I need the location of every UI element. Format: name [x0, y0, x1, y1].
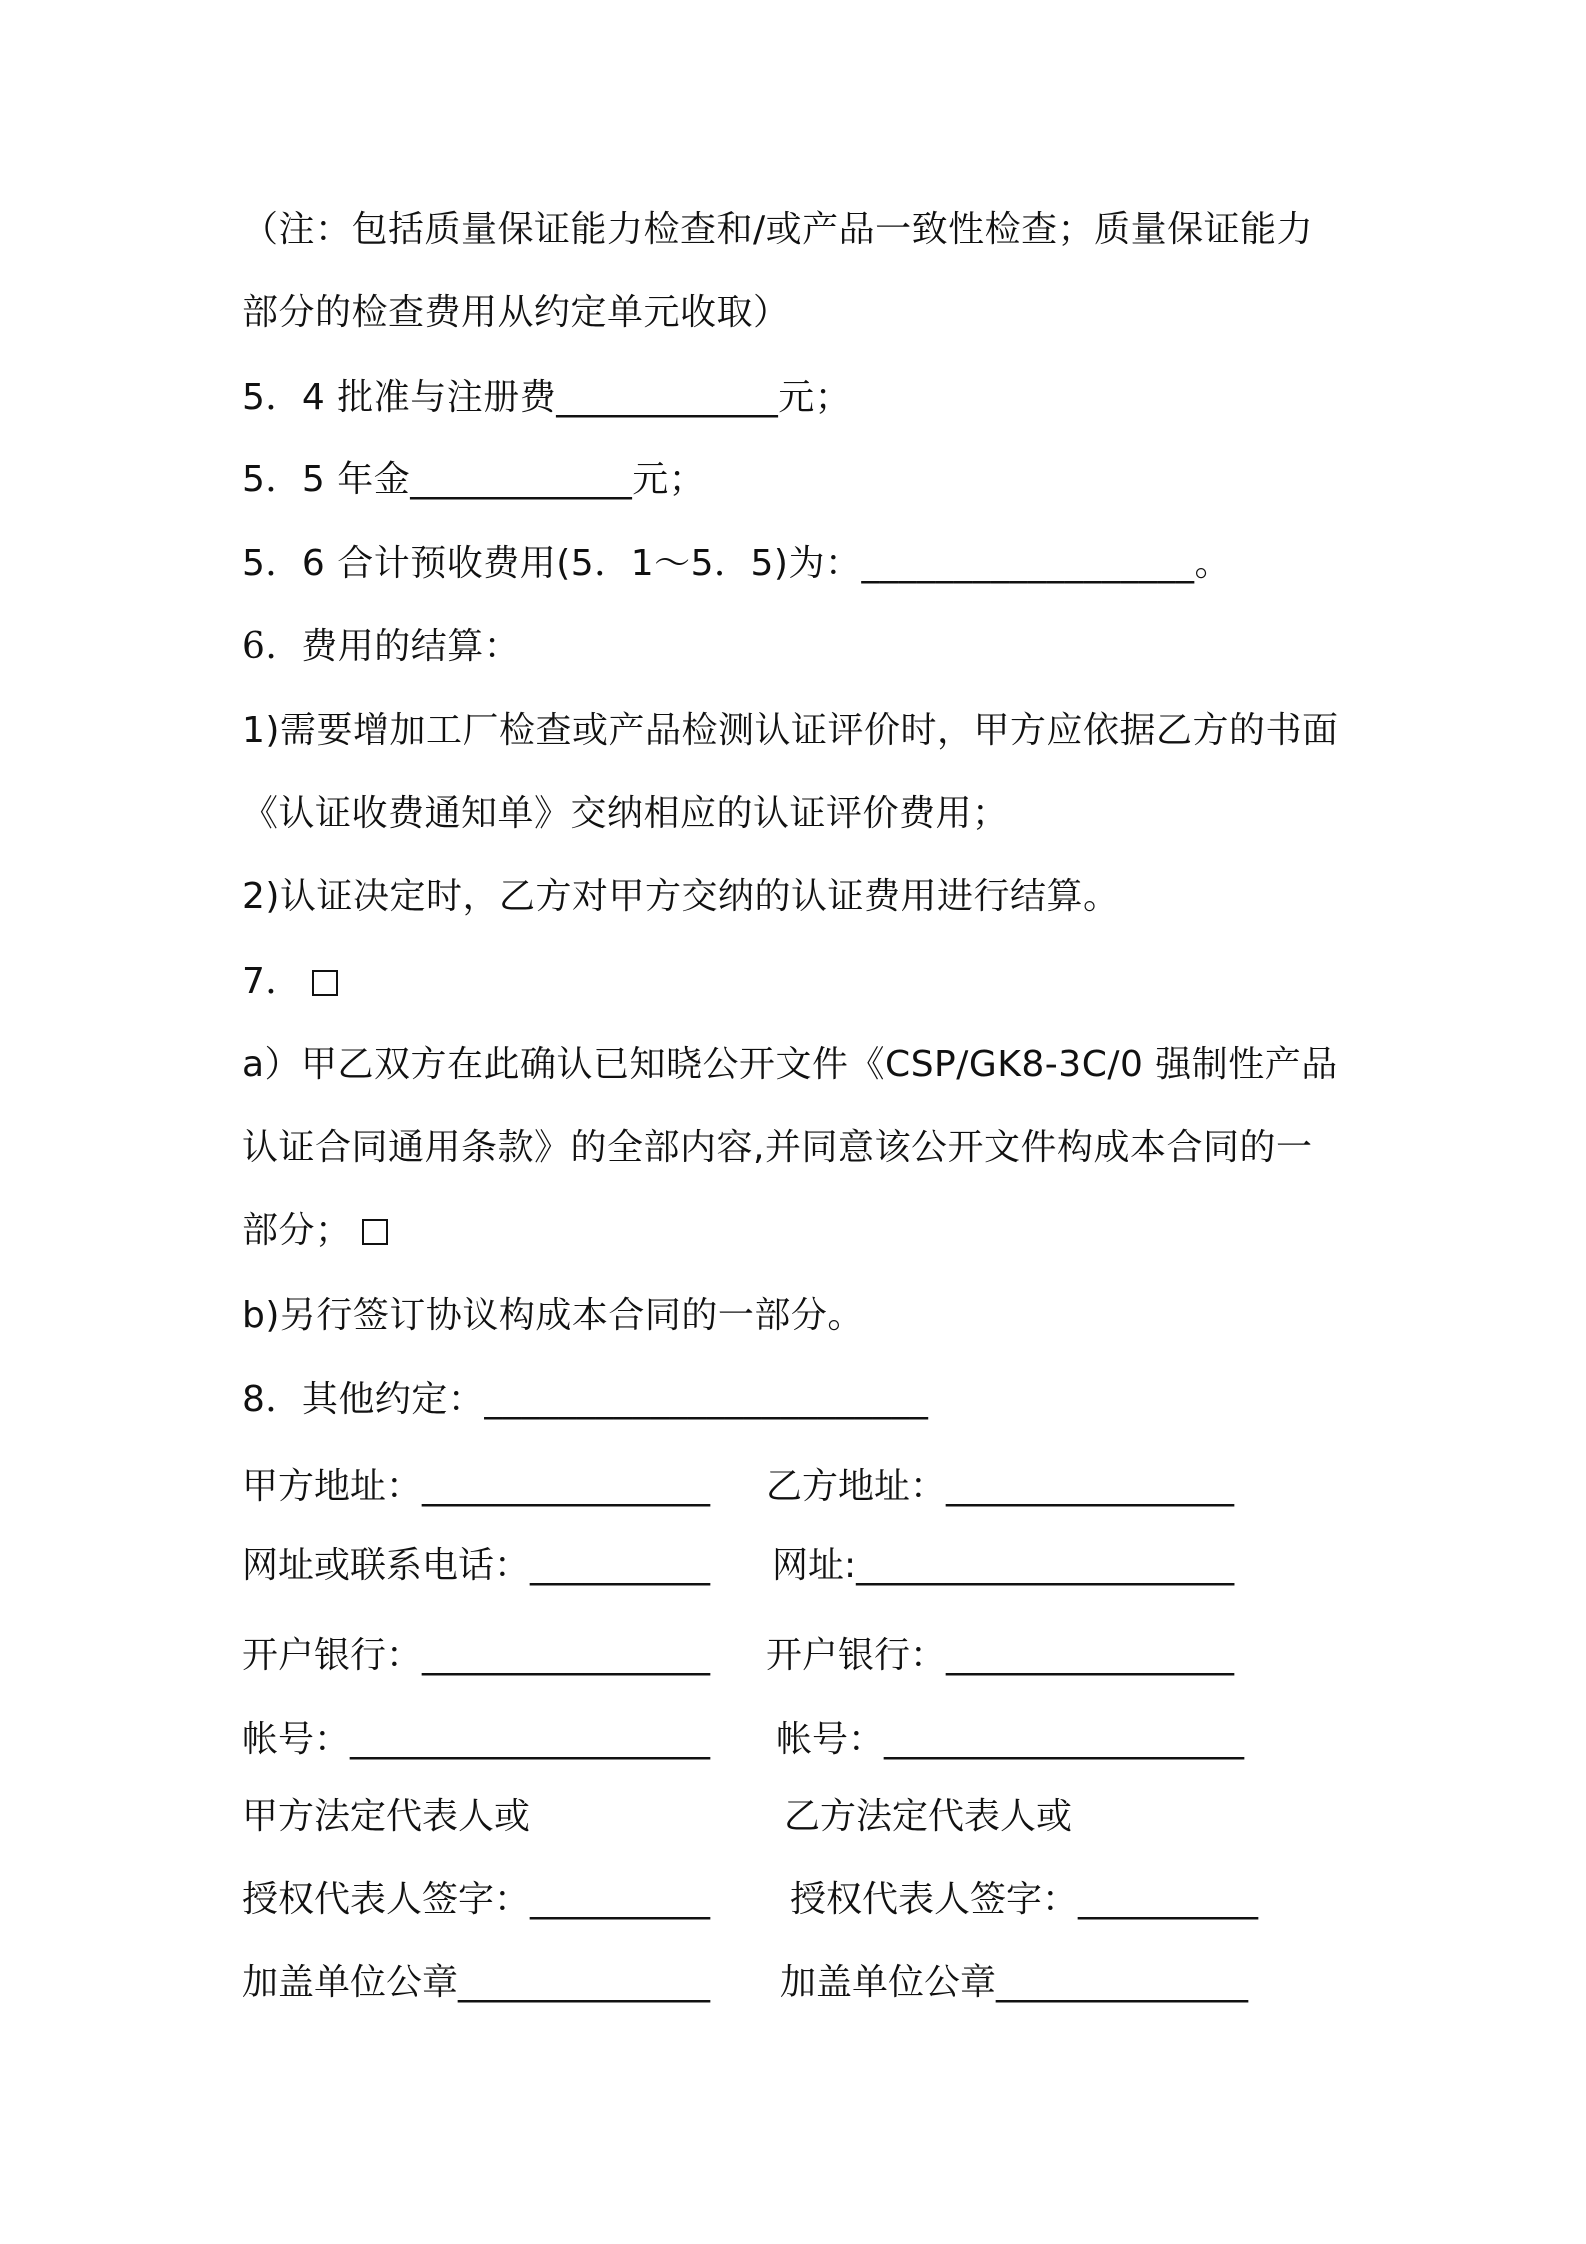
party-a-bank: 开户银行：________________: [242, 1635, 711, 1676]
item-7-checkbox[interactable]: [312, 970, 338, 996]
item-7a-line-3-text: 部分；: [242, 1210, 352, 1251]
item-6-heading: [242, 623, 520, 671]
item-7-number: 7．: [242, 961, 302, 1002]
party-b-bank: 开户银行：________________: [766, 1635, 1235, 1676]
item-7a-line-2: 认证合同通用条款》的全部内容,并同意该公开文件构成本合同的一: [242, 1127, 1313, 1168]
item-6-2: 2)认证决定时，乙方对甲方交纳的认证费用进行结算。: [242, 876, 1120, 917]
item-5-4: 5．4 批准与注册费____________元；: [242, 377, 852, 418]
party-a-address: 甲方地址：________________: [242, 1466, 711, 1507]
note-line-2: 部分的检查费用从约定单元收取）: [242, 292, 790, 333]
note-line-1: （注：包括质量保证能力检查和/或产品一致性检查；质量保证能力: [242, 209, 1314, 250]
item-5-5: 5．5 年金____________元；: [242, 459, 706, 500]
party-b-account: 帐号：____________________: [776, 1719, 1245, 1760]
item-5-6: 5．6 合计预收费用(5．1～5．5)为：__________________。: [242, 543, 1231, 584]
item-7b: b)另行签订协议构成本合同的一部分。: [242, 1295, 864, 1336]
party-b-web: 网址:_____________________: [772, 1545, 1235, 1586]
party-a-account: 帐号：____________________: [242, 1719, 711, 1760]
party-b-seal: 加盖单位公章______________: [780, 1962, 1249, 2003]
item-8: 8．其他约定：________________________: [242, 1379, 929, 1420]
party-a-seal: 加盖单位公章______________: [242, 1962, 711, 2003]
item-7a-line-1: a）甲乙双方在此确认已知晓公开文件《CSP/GK8-3C/0 强制性产品: [242, 1044, 1338, 1085]
party-a-representative: 甲方法定代表人或: [242, 1796, 531, 1837]
item-6-1-line-2: 《认证收费通知单》交纳相应的认证评价费用；: [242, 793, 1009, 834]
party-b-signature: 授权代表人签字：__________: [790, 1879, 1259, 1920]
item-6-1-line-1: 1)需要增加工厂检查或产品检测认证评价时，甲方应依据乙方的书面: [242, 710, 1339, 751]
item-7a-line-3: [242, 1207, 388, 1255]
party-b-address: 乙方地址：________________: [766, 1466, 1235, 1507]
item-7a-checkbox[interactable]: [362, 1219, 388, 1245]
party-a-contact: 网址或联系电话：__________: [242, 1545, 711, 1586]
party-b-representative: 乙方法定代表人或: [784, 1796, 1073, 1837]
item-6-number: 6.: [242, 626, 278, 667]
item-7-heading: [242, 958, 338, 1006]
party-a-signature: 授权代表人签字：__________: [242, 1879, 711, 1920]
item-6-text: 费用的结算：: [277, 626, 521, 667]
